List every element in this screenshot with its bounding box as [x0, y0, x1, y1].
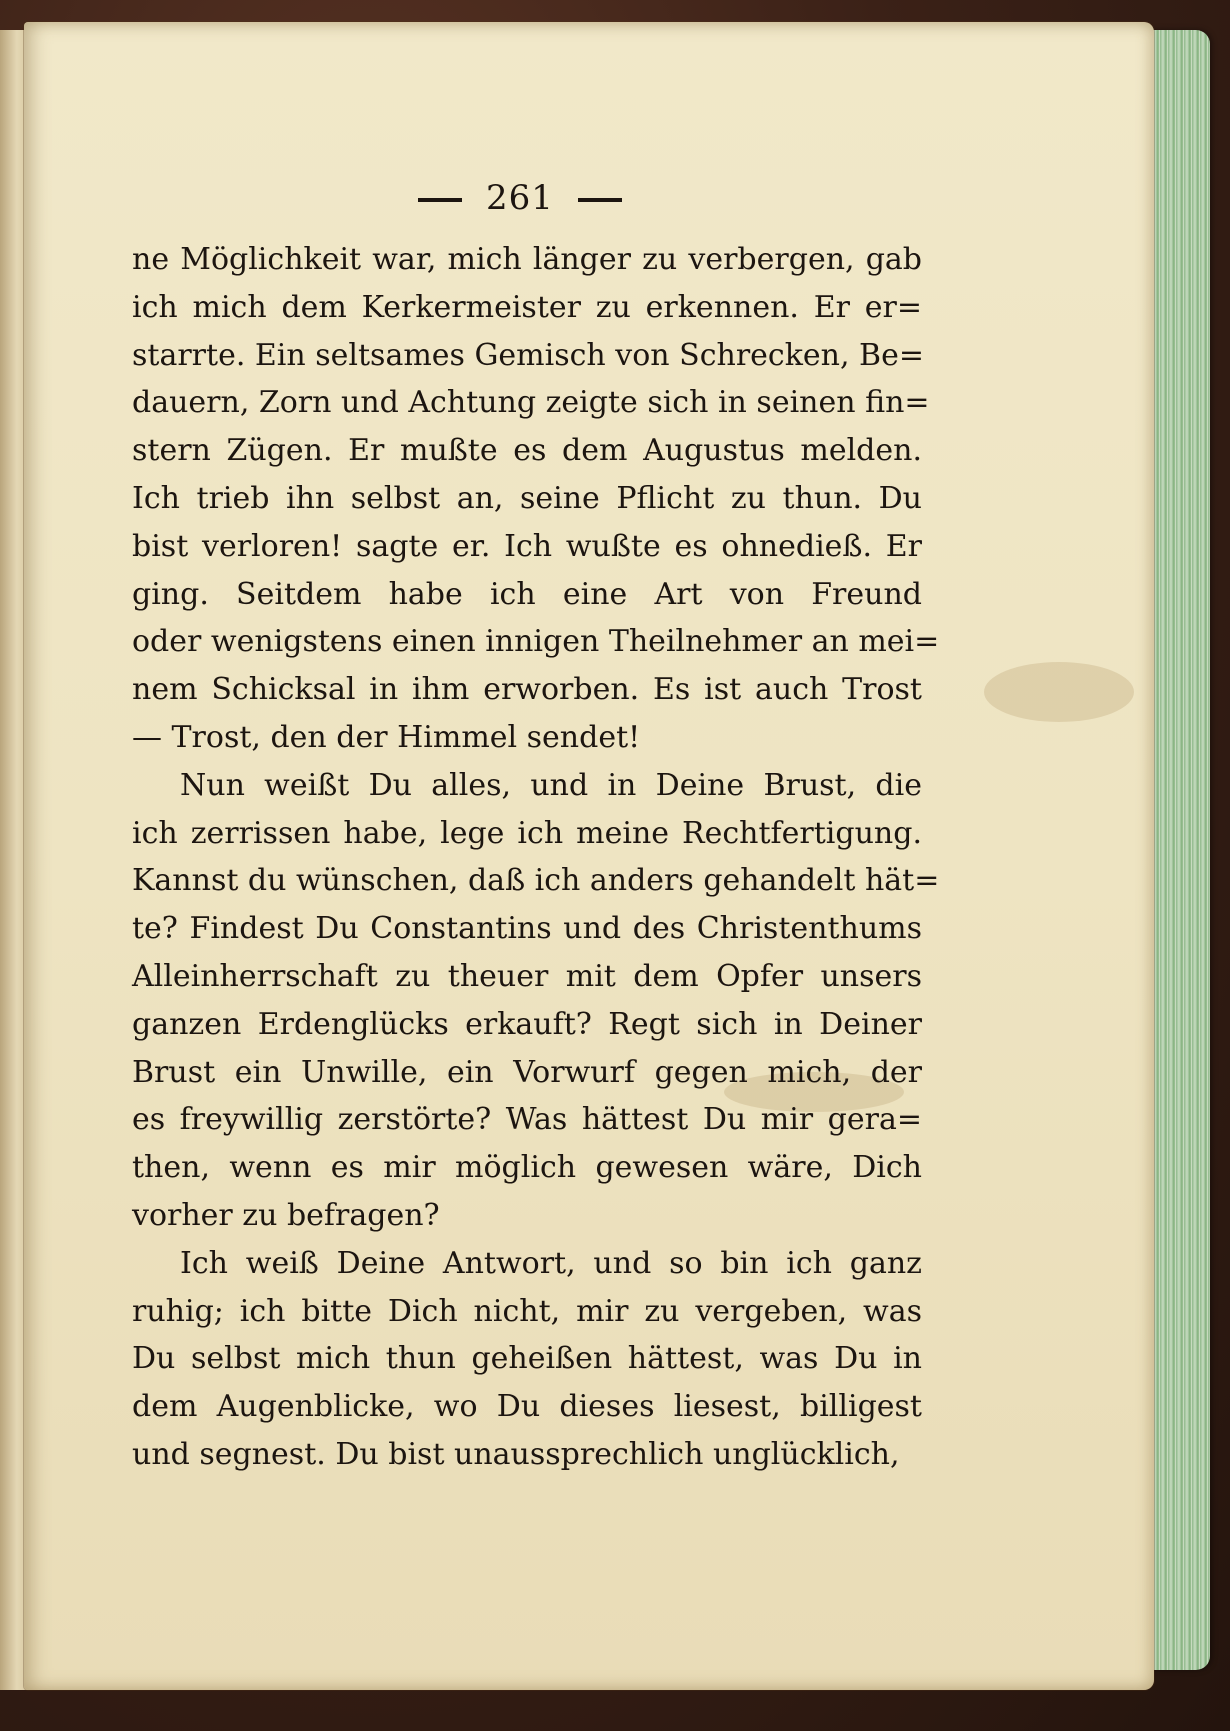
- folio-dash-right: [578, 198, 622, 202]
- text-line: ging. Seitdem habe ich eine Art von Freund: [132, 576, 922, 612]
- text-line: vorher zu befragen?: [132, 1197, 440, 1233]
- text-line: Alleinherrschaft zu theuer mit dem Opfer unsers: [132, 958, 922, 994]
- folio-dash-left: [418, 198, 462, 202]
- text-line: Ich trieb ihn selbst an, seine Pflicht zu thun. Du: [132, 480, 922, 516]
- text-line: ich mich dem Kerkermeister zu erkennen. Er er=: [132, 289, 922, 325]
- text-line: te? Findest Du Constantins und des Christenthums: [132, 911, 922, 947]
- text-line: Kannst du wünschen, daß ich anders gehandelt hät=: [132, 863, 940, 899]
- text-line: Ich weiß Deine Antwort, und so bin ich ganz: [180, 1245, 922, 1281]
- page-number-text: 261: [486, 178, 554, 218]
- text-line: und segnest. Du bist unaussprechlich unglücklich,: [132, 1436, 900, 1472]
- text-line: dem Augenblicke, wo Du dieses liesest, billigest: [132, 1389, 922, 1425]
- text-line: ruhig; ich bitte Dich nicht, mir zu vergeben, was: [132, 1293, 922, 1329]
- paper-stain: [984, 662, 1134, 722]
- body-text: [132, 236, 940, 1479]
- text-line: Nun weißt Du alles, und in Deine Brust, die: [180, 767, 922, 803]
- text-line: nem Schicksal in ihm erworben. Es ist auch Trost: [132, 672, 922, 708]
- text-line: ganzen Erdenglücks erkauft? Regt sich in Deiner: [132, 1006, 922, 1042]
- text-line: Brust ein Unwille, ein Vorwurf gegen mich, der: [132, 1054, 922, 1090]
- text-line: starrte. Ein seltsames Gemisch von Schrecken, Be=: [132, 337, 924, 373]
- text-line: ich zerrissen habe, lege ich meine Rechtfertigung.: [132, 815, 922, 851]
- text-line: ne Möglichkeit war, mich länger zu verbergen, gab: [132, 242, 922, 277]
- text-line: Du selbst mich thun geheißen hättest, was Du in: [132, 1341, 922, 1377]
- text-line: stern Zügen. Er mußte es dem Augustus melden.: [132, 433, 922, 469]
- text-line: es freywillig zerstörte? Was hättest Du mir gera=: [132, 1102, 922, 1138]
- text-line: dauern, Zorn und Achtung zeigte sich in seinen fin=: [132, 385, 930, 421]
- text-line: oder wenigstens einen innigen Theilnehmer an mei=: [132, 624, 940, 660]
- text-line: — Trost, den der Himmel sendet!: [132, 719, 641, 755]
- page-number: [390, 178, 650, 228]
- text-line: bist verloren! sagte er. Ich wußte es ohnedieß. Er: [132, 528, 922, 564]
- text-line: then, wenn es mir möglich gewesen wäre, Dich: [132, 1150, 922, 1186]
